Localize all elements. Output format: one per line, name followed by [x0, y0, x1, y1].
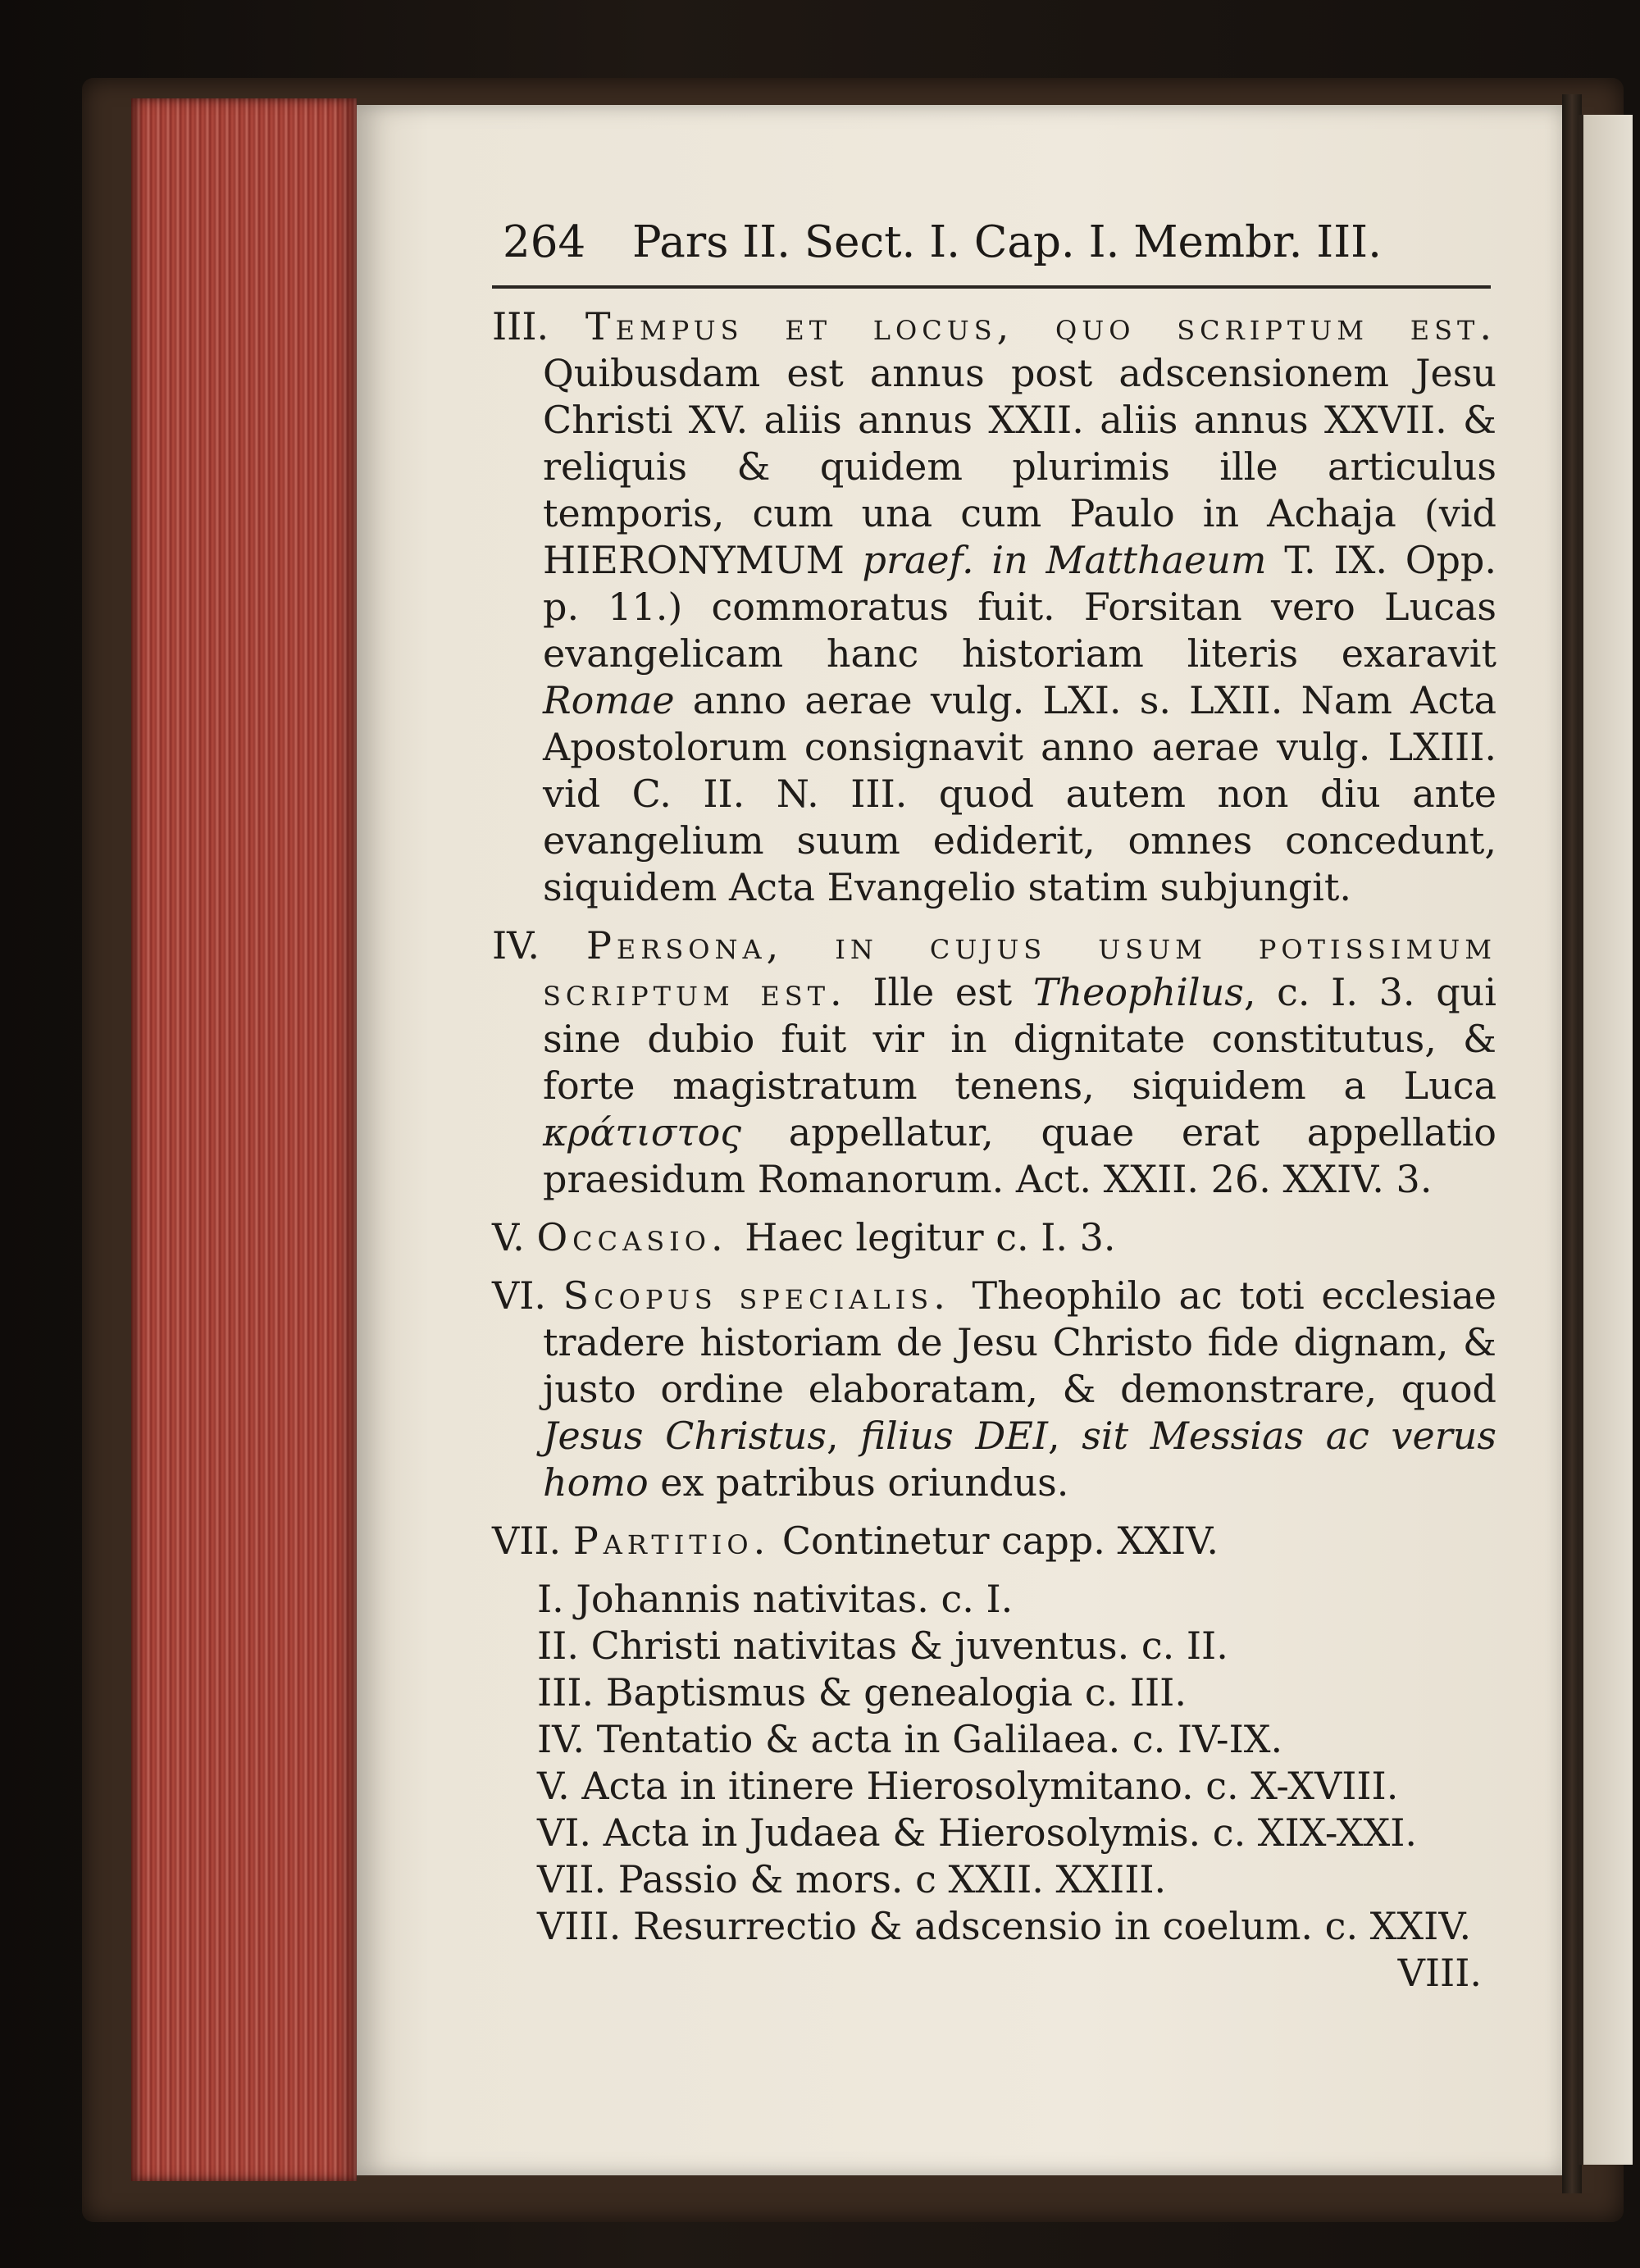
partitio-item: I. Johannis nativitas. c. I. [537, 1577, 1014, 1621]
italic-text: Jesus Christus [543, 1414, 827, 1458]
section-paragraph [492, 303, 1496, 911]
italic-text: Theophilus [1032, 970, 1244, 1014]
italic-text: sit Messias ac verus homo [543, 1414, 1496, 1505]
italic-text: filius DEI [860, 1414, 1048, 1458]
section-intro: Continetur capp. XXIV. [781, 1519, 1219, 1563]
body-text: Quibusdam est annus post adscensionem Jesu Christi XV. aliis annus XXII. aliis annus XXVII. & reliquis & quidem plurimis ille articulus temporis, cum una cum Paulo in Achaja (vid HIERONYMUM [543, 351, 1496, 582]
body-text: anno aerae vulg. LXI. s. LXII. Nam Acta Apostolorum consignavit anno aerae vulg. LXIII. vid C. II. N. III. quod autem non diu ante evangelium suum ediderit, omnes concedunt, siquidem Acta Evangelio statim subjungit. [543, 678, 1496, 909]
section-partitio [492, 1518, 1496, 1564]
body-text: appellatur, quae erat appellatio praesidum Romanorum. Act. XXII. 26. XXIV. 3. [543, 1110, 1496, 1201]
body-text: Ille est [872, 970, 1033, 1014]
body-text: , c. I. 3. qui sine dubio fuit vir in dignitate constitutus, & forte magistratum tenens, siquidem a Luca [543, 970, 1496, 1108]
italic-text: praef. in Matthaeum [862, 538, 1267, 582]
section-paragraph [492, 922, 1496, 1203]
section-paragraph [492, 1214, 1496, 1261]
partitio-item: VIII. Resurrectio & adscensio in coelum. c. XXIV. [537, 1904, 1472, 1948]
section-number: V. [492, 1215, 537, 1259]
section-heading: Tempus et locus, quo scriptum est. [585, 304, 1496, 348]
section-heading: Partitio. [572, 1519, 771, 1563]
page-number: 264 [503, 217, 586, 267]
partitio-item: III. Baptismus & genealogia c. III. [537, 1670, 1187, 1715]
header-rule [492, 285, 1491, 289]
body-text: T. IX. Opp. p. 11.) commoratus fuit. Forsitan vero Lucas evangelicam hanc historiam literis exaravit [543, 538, 1496, 676]
partitio-list [492, 1576, 1496, 1950]
partitio-item: VII. Passio & mors. c XXII. XXIII. [537, 1857, 1167, 1901]
catchword: VIII. [1397, 1951, 1482, 1995]
section-paragraph [492, 1273, 1496, 1506]
partitio-item: IV. Tentatio & acta in Galilaea. c. IV-IX. [537, 1717, 1283, 1761]
body-text: ex patribus oriundus. [648, 1460, 1069, 1505]
body-text: , [1047, 1414, 1082, 1458]
body-text: , [827, 1414, 861, 1458]
body-text: Haec legitur c. I. 3. [745, 1215, 1116, 1259]
running-head: Pars II. Sect. I. Cap. I. Membr. III. [632, 217, 1382, 267]
facing-page-edge [1578, 115, 1633, 2165]
partitio-item: II. Christi nativitas & juventus. c. II. [537, 1624, 1228, 1668]
section-number: IV. [492, 923, 586, 968]
section-heading: Scopus specialis. [563, 1273, 973, 1318]
running-header [503, 217, 1487, 267]
italic-text: κράτιστος [543, 1110, 742, 1154]
sections [492, 303, 1496, 1506]
partitio-item: V. Acta in itinere Hierosolymitano. c. X-XVIII. [537, 1764, 1399, 1808]
page-edges [131, 98, 357, 2181]
body-text: Theophilo ac toti ecclesiae tradere historiam de Jesu Christo fide dignam, & justo ordine elaboratam, & demonstrare, quod [543, 1273, 1496, 1411]
italic-text: Romae [543, 678, 675, 722]
section-number: III. [492, 304, 585, 348]
section-heading: Occasio. [536, 1215, 745, 1259]
partitio-item: VI. Acta in Judaea & Hierosolymis. c. XIX-XXI. [537, 1810, 1418, 1855]
section-number: VI. [492, 1273, 563, 1318]
section-number: VII. [492, 1519, 562, 1563]
page-body [492, 303, 1496, 1997]
section-heading: Persona, in cujus usum potissimum scriptum est. [543, 923, 1496, 1014]
